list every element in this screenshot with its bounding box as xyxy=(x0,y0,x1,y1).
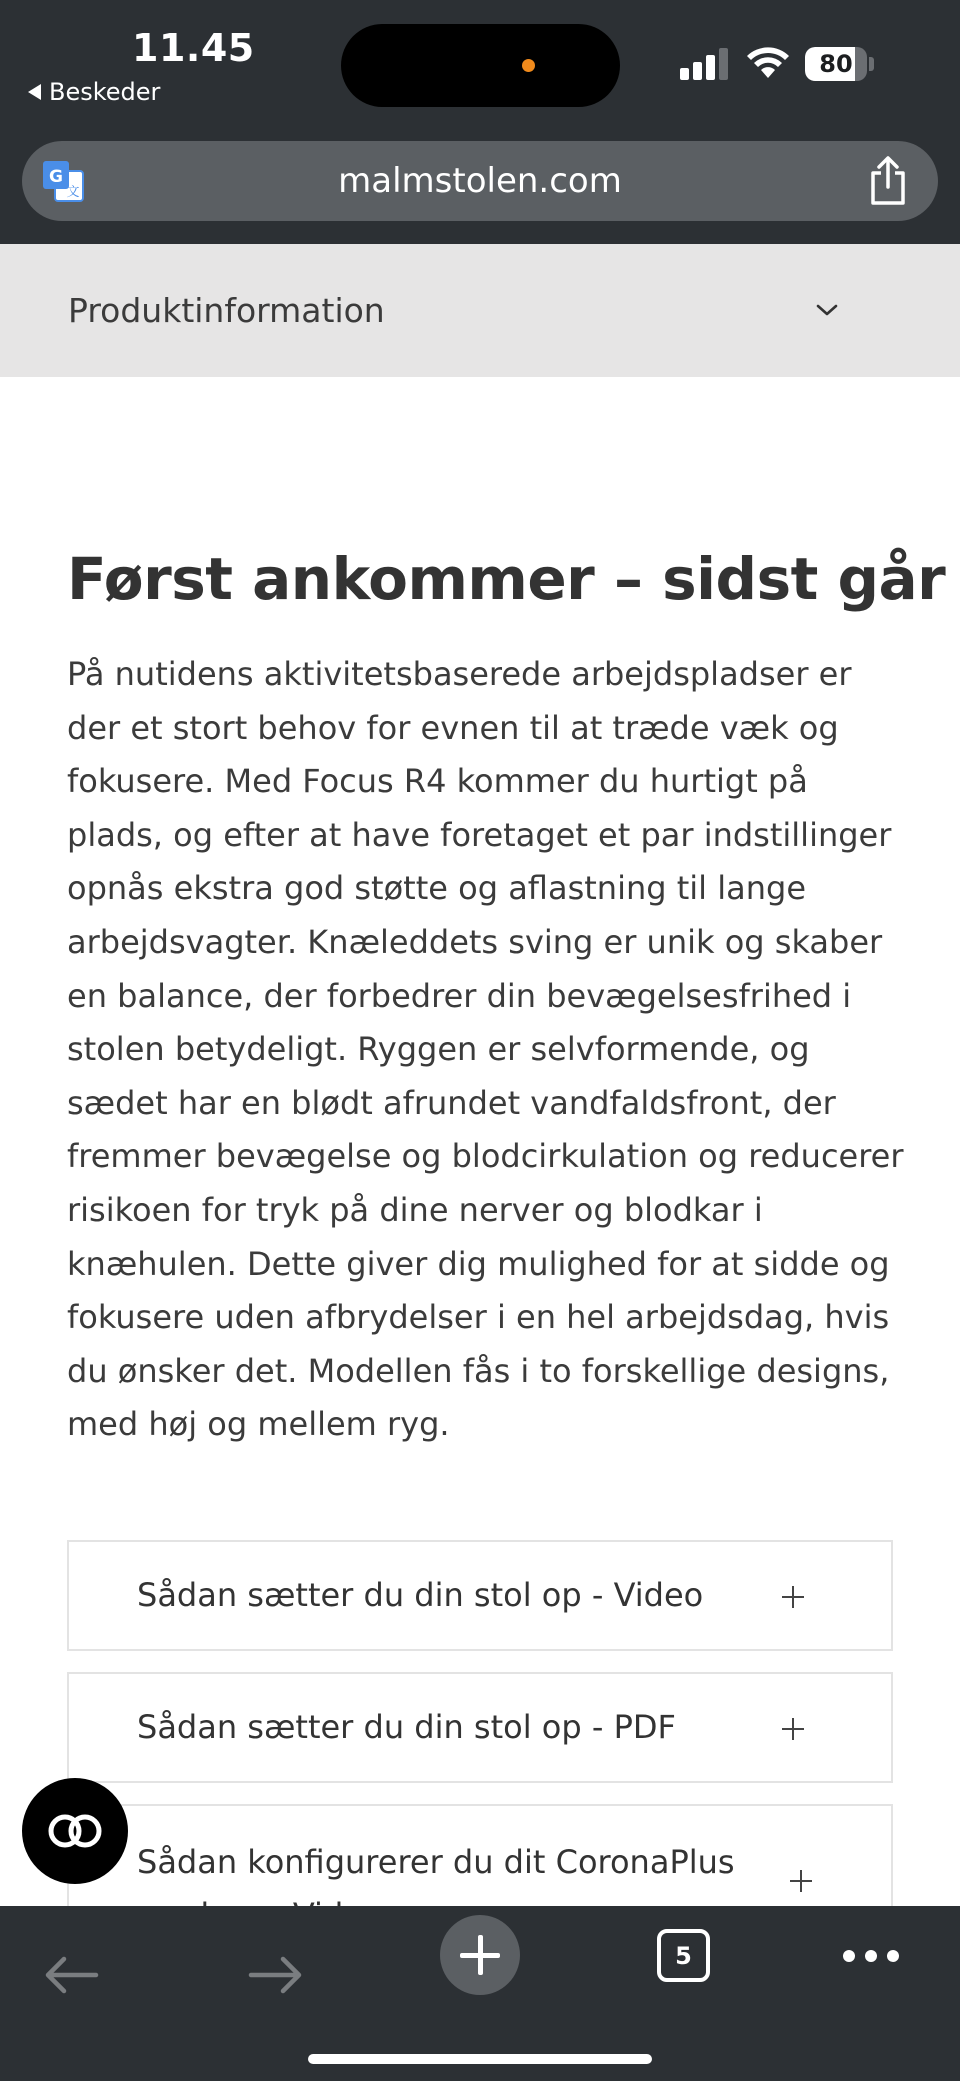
share-icon[interactable] xyxy=(865,155,911,207)
chat-button[interactable] xyxy=(22,1778,128,1884)
arrow-left-icon[interactable] xyxy=(42,1954,100,1996)
battery-tip xyxy=(869,57,874,71)
product-description: På nutidens aktivitetsbaserede arbejdspladser er der et stort behov for evnen til at træde væk og fokusere. Med Focus R4 kommer du hurtigt på plads, og efter at have foretaget et par indstillinger opnås ekstra god støtte og aflastning til lange arbejdsvagter. Knæleddets sving er unik og skaber en balance, der forbedrer din bevægelsesfrihed i stolen betydeligt. Ryggen er selvformende, og sædet har en blødt afrundet vandfaldsfront, der fremmer bevægelse og blodcirkulation og reducerer risikoen for tryk på dine nerver og blodkar i knæhulen. Dette giver dig mulighed for at sidde og fokusere uden afbrydelser i en hel arbejdsdag, hvis du ønsker det. Modellen fås i to forskellige designs, med høj og mellem ryg. xyxy=(67,655,904,1444)
accordion-item-setup-pdf[interactable] xyxy=(67,1672,893,1783)
back-to-app-link[interactable] xyxy=(28,78,160,106)
accordion-item-setup-video[interactable] xyxy=(67,1540,893,1651)
battery-percent: 80 xyxy=(819,50,853,78)
arrow-right-icon[interactable] xyxy=(247,1954,305,1996)
browser-bottom-toolbar xyxy=(0,1906,960,2081)
plus-icon xyxy=(782,1586,804,1608)
status-time: 11.45 xyxy=(132,26,255,70)
battery-indicator xyxy=(805,47,867,81)
home-indicator xyxy=(308,2054,652,2064)
chat-icon xyxy=(48,1814,102,1848)
chevron-down-icon[interactable] xyxy=(813,301,841,319)
svg-text:G: G xyxy=(49,167,63,187)
browser-top-bar xyxy=(0,0,960,244)
camera-indicator-dot xyxy=(522,59,535,72)
more-dots-icon[interactable] xyxy=(843,1946,899,1966)
url-text[interactable]: malmstolen.com xyxy=(338,161,622,201)
plus-icon xyxy=(790,1870,812,1892)
plus-circle-icon[interactable] xyxy=(440,1915,520,1995)
back-triangle-icon xyxy=(28,84,41,100)
wifi-icon xyxy=(745,44,791,80)
product-information-label: Produktinformation xyxy=(68,291,385,330)
tabs-button[interactable]: 5 xyxy=(657,1929,710,1982)
back-app-label: Beskeder xyxy=(49,78,161,106)
cellular-signal-icon xyxy=(680,48,730,80)
accordion-item-label: Sådan sætter du din stol op - Video xyxy=(137,1576,704,1614)
dynamic-island xyxy=(341,24,620,107)
address-bar[interactable] xyxy=(22,141,938,221)
svg-text:文: 文 xyxy=(66,185,80,200)
plus-icon xyxy=(782,1718,804,1740)
accordion-item-label: Sådan sætter du din stol op - PDF xyxy=(137,1708,676,1746)
accordion-item-label: Sådan konfigurerer du dit CoronaPlus xyxy=(137,1843,735,1881)
page-heading: Først ankommer – sidst går xyxy=(67,545,946,613)
